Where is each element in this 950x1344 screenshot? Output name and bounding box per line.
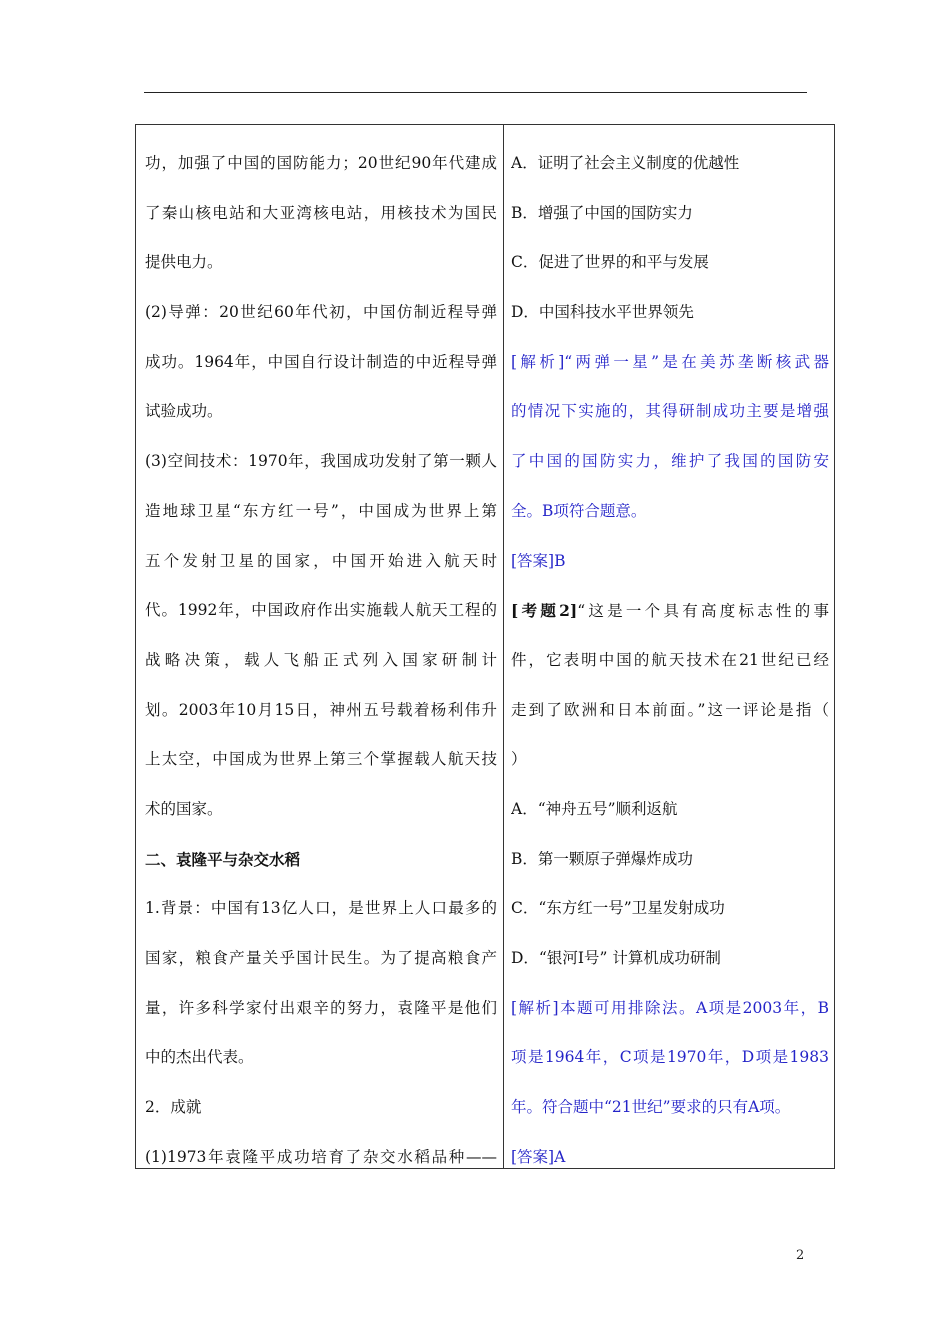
left-line-17: 国家，粮食产量关乎国计民生。为了提高粮食产 <box>145 949 497 967</box>
q2-option-b: B．第一颗原子弹爆炸成功 <box>511 849 693 868</box>
left-line-13: 上太空，中国成为世界上第三个掌握载人航天技 <box>145 750 497 769</box>
q2-option-d: D．“银河Ⅰ号” 计算机成功研制 <box>511 949 721 967</box>
answer-2: [答案]A <box>511 1147 566 1166</box>
left-line-21: (1)1973年袁隆平成功培育了杂交水稻品种—— <box>145 1147 497 1166</box>
left-line-4: (2)导弹：20世纪60年代初，中国仿制近程导弹 <box>145 303 497 322</box>
question-2-line-1: [考题2]“这是一个具有高度标志性的事 <box>511 601 829 621</box>
page-number: 2 <box>796 1248 805 1263</box>
question-2-line-3: 走到了欧洲和日本前面。”这一评论是指（ <box>511 700 829 719</box>
option-d: D．中国科技水平世界领先 <box>511 303 694 322</box>
left-line-18: 量，许多科学家付出艰辛的努力，袁隆平是他们 <box>145 998 497 1017</box>
analysis-line-4: 全。B项符合题意。 <box>511 501 647 520</box>
option-c: C．促进了世界的和平与发展 <box>511 253 709 272</box>
analysis-line-3: 了中国的国防实力，维护了我国的国防安 <box>511 452 829 471</box>
left-line-12: 划。2003年10月15日，神州五号载着杨利伟升 <box>145 700 497 719</box>
option-b: B．增强了中国的国防实力 <box>511 203 693 222</box>
left-column <box>145 139 497 1182</box>
option-a: A．证明了社会主义制度的优越性 <box>511 154 740 172</box>
content-table <box>135 124 835 1169</box>
q2-analysis-line-2: 项是1964年，C项是1970年，D项是1983 <box>511 1048 829 1067</box>
left-line-14: 术的国家。 <box>145 799 223 818</box>
left-line-5: 成功。1964年，中国自行设计制造的中近程导弹 <box>145 352 497 371</box>
column-divider <box>503 125 504 1168</box>
header-rule <box>144 92 807 93</box>
q2-option-c: C．“东方红一号”卫星发射成功 <box>511 899 725 918</box>
left-line-20: 2．成就 <box>145 1098 202 1117</box>
right-column <box>511 139 829 1182</box>
left-line-10: 代。1992年，中国政府作出实施载人航天工程的 <box>145 601 497 620</box>
q2-option-a: A．“神舟五号”顺利返航 <box>511 799 678 818</box>
question-2-line-2: 件，它表明中国的航天技术在21世纪已经 <box>511 650 829 669</box>
question-2-line-4: ） <box>511 750 527 769</box>
left-line-11: 战略决策，载人飞船正式列入国家研制计 <box>145 650 497 669</box>
left-line-16: 1.背景：中国有13亿人口，是世界上人口最多的 <box>145 899 497 918</box>
left-line-7: (3)空间技术：1970年，我国成功发射了第一颗人 <box>145 452 497 471</box>
left-line-2: 了秦山核电站和大亚湾核电站，用核技术为国民 <box>145 203 497 222</box>
left-line-19: 中的杰出代表。 <box>145 1048 254 1067</box>
question-2-label: [考题2] <box>511 601 578 621</box>
section-heading: 二、袁隆平与杂交水稻 <box>145 849 301 869</box>
left-line-6: 试验成功。 <box>145 402 223 421</box>
answer-1: [答案]B <box>511 551 566 570</box>
left-line-3: 提供电力。 <box>145 253 223 272</box>
left-line-9: 五个发射卫星的国家，中国开始进入航天时 <box>145 551 497 570</box>
q2-analysis-line-3: 年。符合题中“21世纪”要求的只有A项。 <box>511 1098 791 1117</box>
left-line-1: 功，加强了中国的国防能力；20世纪90年代建成 <box>145 154 497 172</box>
analysis-line-2: 的情况下实施的，其得研制成功主要是增强 <box>511 402 829 421</box>
left-line-8: 造地球卫星“东方红一号”，中国成为世界上第 <box>145 501 497 520</box>
q2-analysis-line-1: [解析]本题可用排除法。A项是2003年，B <box>511 998 829 1017</box>
analysis-line-1: [解析]“两弹一星”是在美苏垄断核武器 <box>511 352 829 371</box>
